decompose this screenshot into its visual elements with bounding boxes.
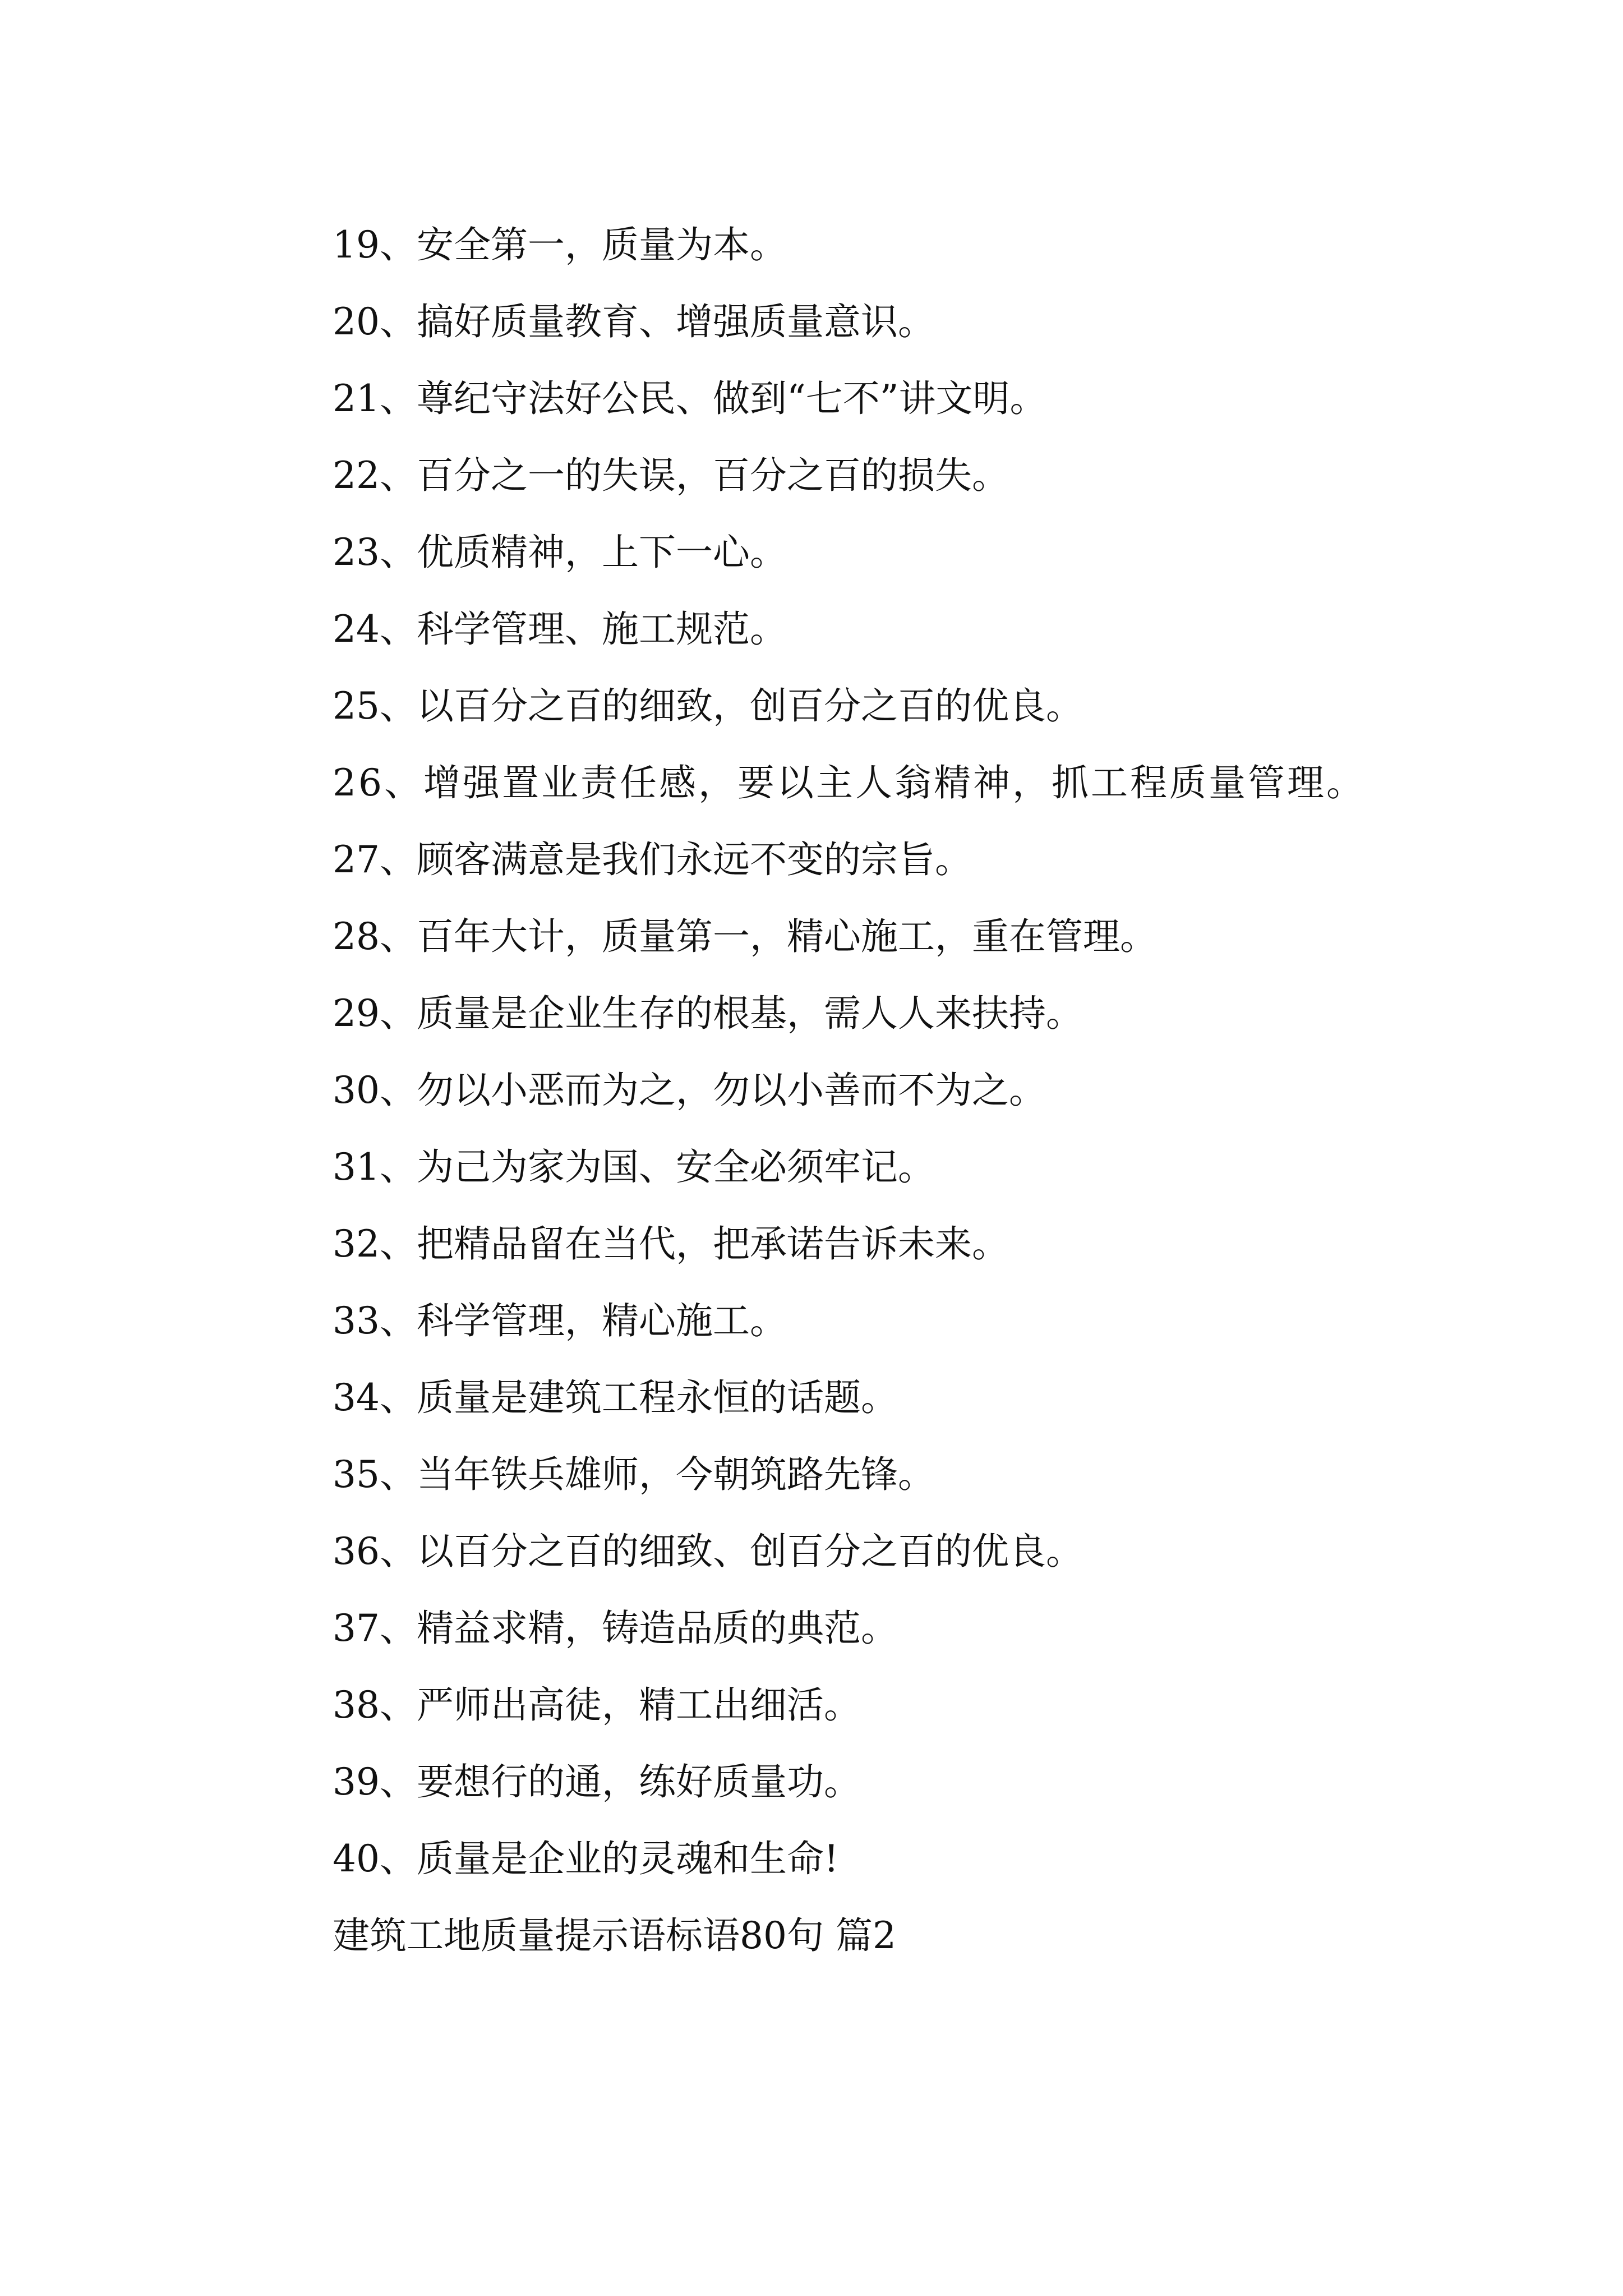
paragraph-30: 30、勿以小恶而为之，勿以小善而不为之。 [333, 1069, 1046, 1112]
section-heading: 建筑工地质量提示语标语80句 篇2 [333, 1914, 896, 1957]
paragraph-36: 36、以百分之百的细致、创百分之百的优良。 [333, 1530, 1083, 1573]
paragraph-38: 38、严师出高徒，精工出细活。 [333, 1683, 861, 1727]
paragraph-31: 31、为己为家为国、安全必须牢记。 [333, 1145, 935, 1189]
paragraph-24: 24、科学管理、施工规范。 [333, 608, 787, 651]
paragraph-20: 20、搞好质量教育、增强质量意识。 [333, 300, 935, 343]
paragraph-19: 19、安全第一，质量为本。 [333, 223, 787, 266]
paragraph-23: 23、优质精神，上下一心。 [333, 531, 787, 574]
paragraph-33: 33、科学管理，精心施工。 [333, 1299, 787, 1342]
paragraph-32: 32、把精品留在当代，把承诺告诉未来。 [333, 1222, 1009, 1266]
paragraph-22: 22、百分之一的失误，百分之百的损失。 [333, 454, 1009, 497]
paragraph-37: 37、精益求精，铸造品质的典范。 [333, 1607, 898, 1650]
document-body [250, 206, 1427, 1974]
paragraph-25: 25、以百分之百的细致，创百分之百的优良。 [333, 684, 1083, 728]
paragraph-21: 21、尊纪守法好公民、做到“七不”讲文明。 [333, 377, 1047, 420]
paragraph-39: 39、要想行的通，练好质量功。 [333, 1760, 861, 1803]
paragraph-27: 27、顾客满意是我们永远不变的宗旨。 [333, 838, 972, 881]
paragraph-34: 34、质量是建筑工程永恒的话题。 [333, 1376, 898, 1419]
paragraph-35: 35、当年铁兵雄师，今朝筑路先锋。 [333, 1453, 935, 1496]
paragraph-29: 29、质量是企业生存的根基，需人人来扶持。 [333, 992, 1083, 1035]
paragraph-28: 28、百年大计，质量第一，精心施工，重在管理。 [333, 915, 1157, 958]
paragraph-26: 26、增强置业责任感，要以主人翁精神，抓工程质量管理。 [333, 761, 1366, 804]
paragraph-40: 40、质量是企业的灵魂和生命! [333, 1837, 839, 1880]
